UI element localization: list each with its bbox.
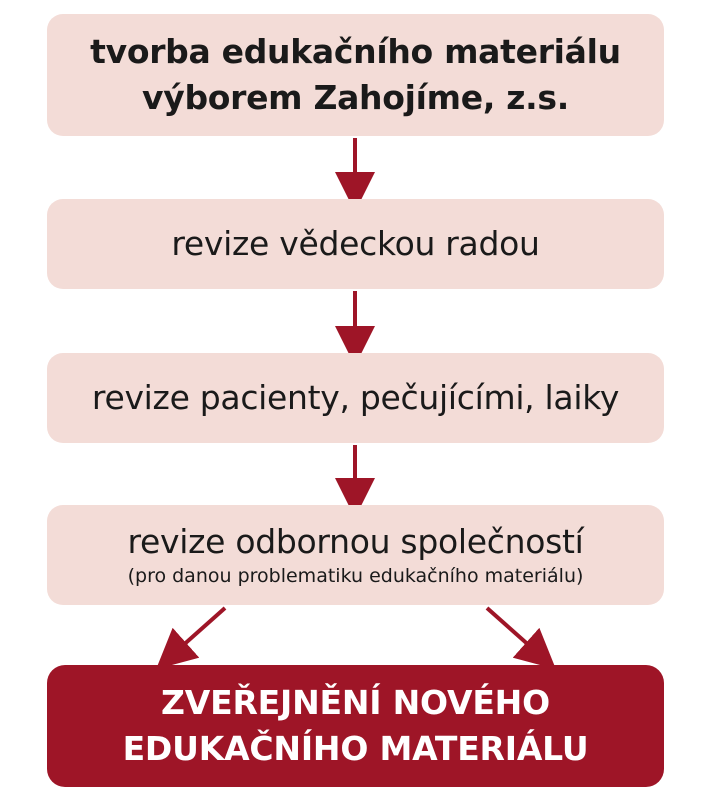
step-professional-review (47, 505, 664, 605)
arrow-step4-to-final-right (487, 608, 541, 656)
final-publication-line2: EDUKAČNÍHO MATERIÁLU (122, 729, 589, 768)
step-create-line1: tvorba edukačního materiálu (90, 32, 621, 71)
step-patient-review-label: revize pacienty, pečujícími, laiky (91, 378, 620, 417)
final-publication (47, 665, 664, 787)
step-create-material (47, 14, 664, 136)
step-create-line2: výborem Zahojíme, z.s. (142, 78, 569, 117)
arrow-step4-to-final-left (171, 608, 225, 656)
step-scientific-review-label: revize vědeckou radou (171, 224, 540, 263)
step-scientific-review (47, 199, 664, 289)
step-patient-review (47, 353, 664, 443)
step-professional-review-sublabel: (pro danou problematiku edukačního materiálu) (127, 565, 584, 587)
final-publication-line1: ZVEŘEJNĚNÍ NOVÉHO (161, 683, 550, 722)
step-professional-review-label: revize odbornou společností (127, 522, 584, 561)
